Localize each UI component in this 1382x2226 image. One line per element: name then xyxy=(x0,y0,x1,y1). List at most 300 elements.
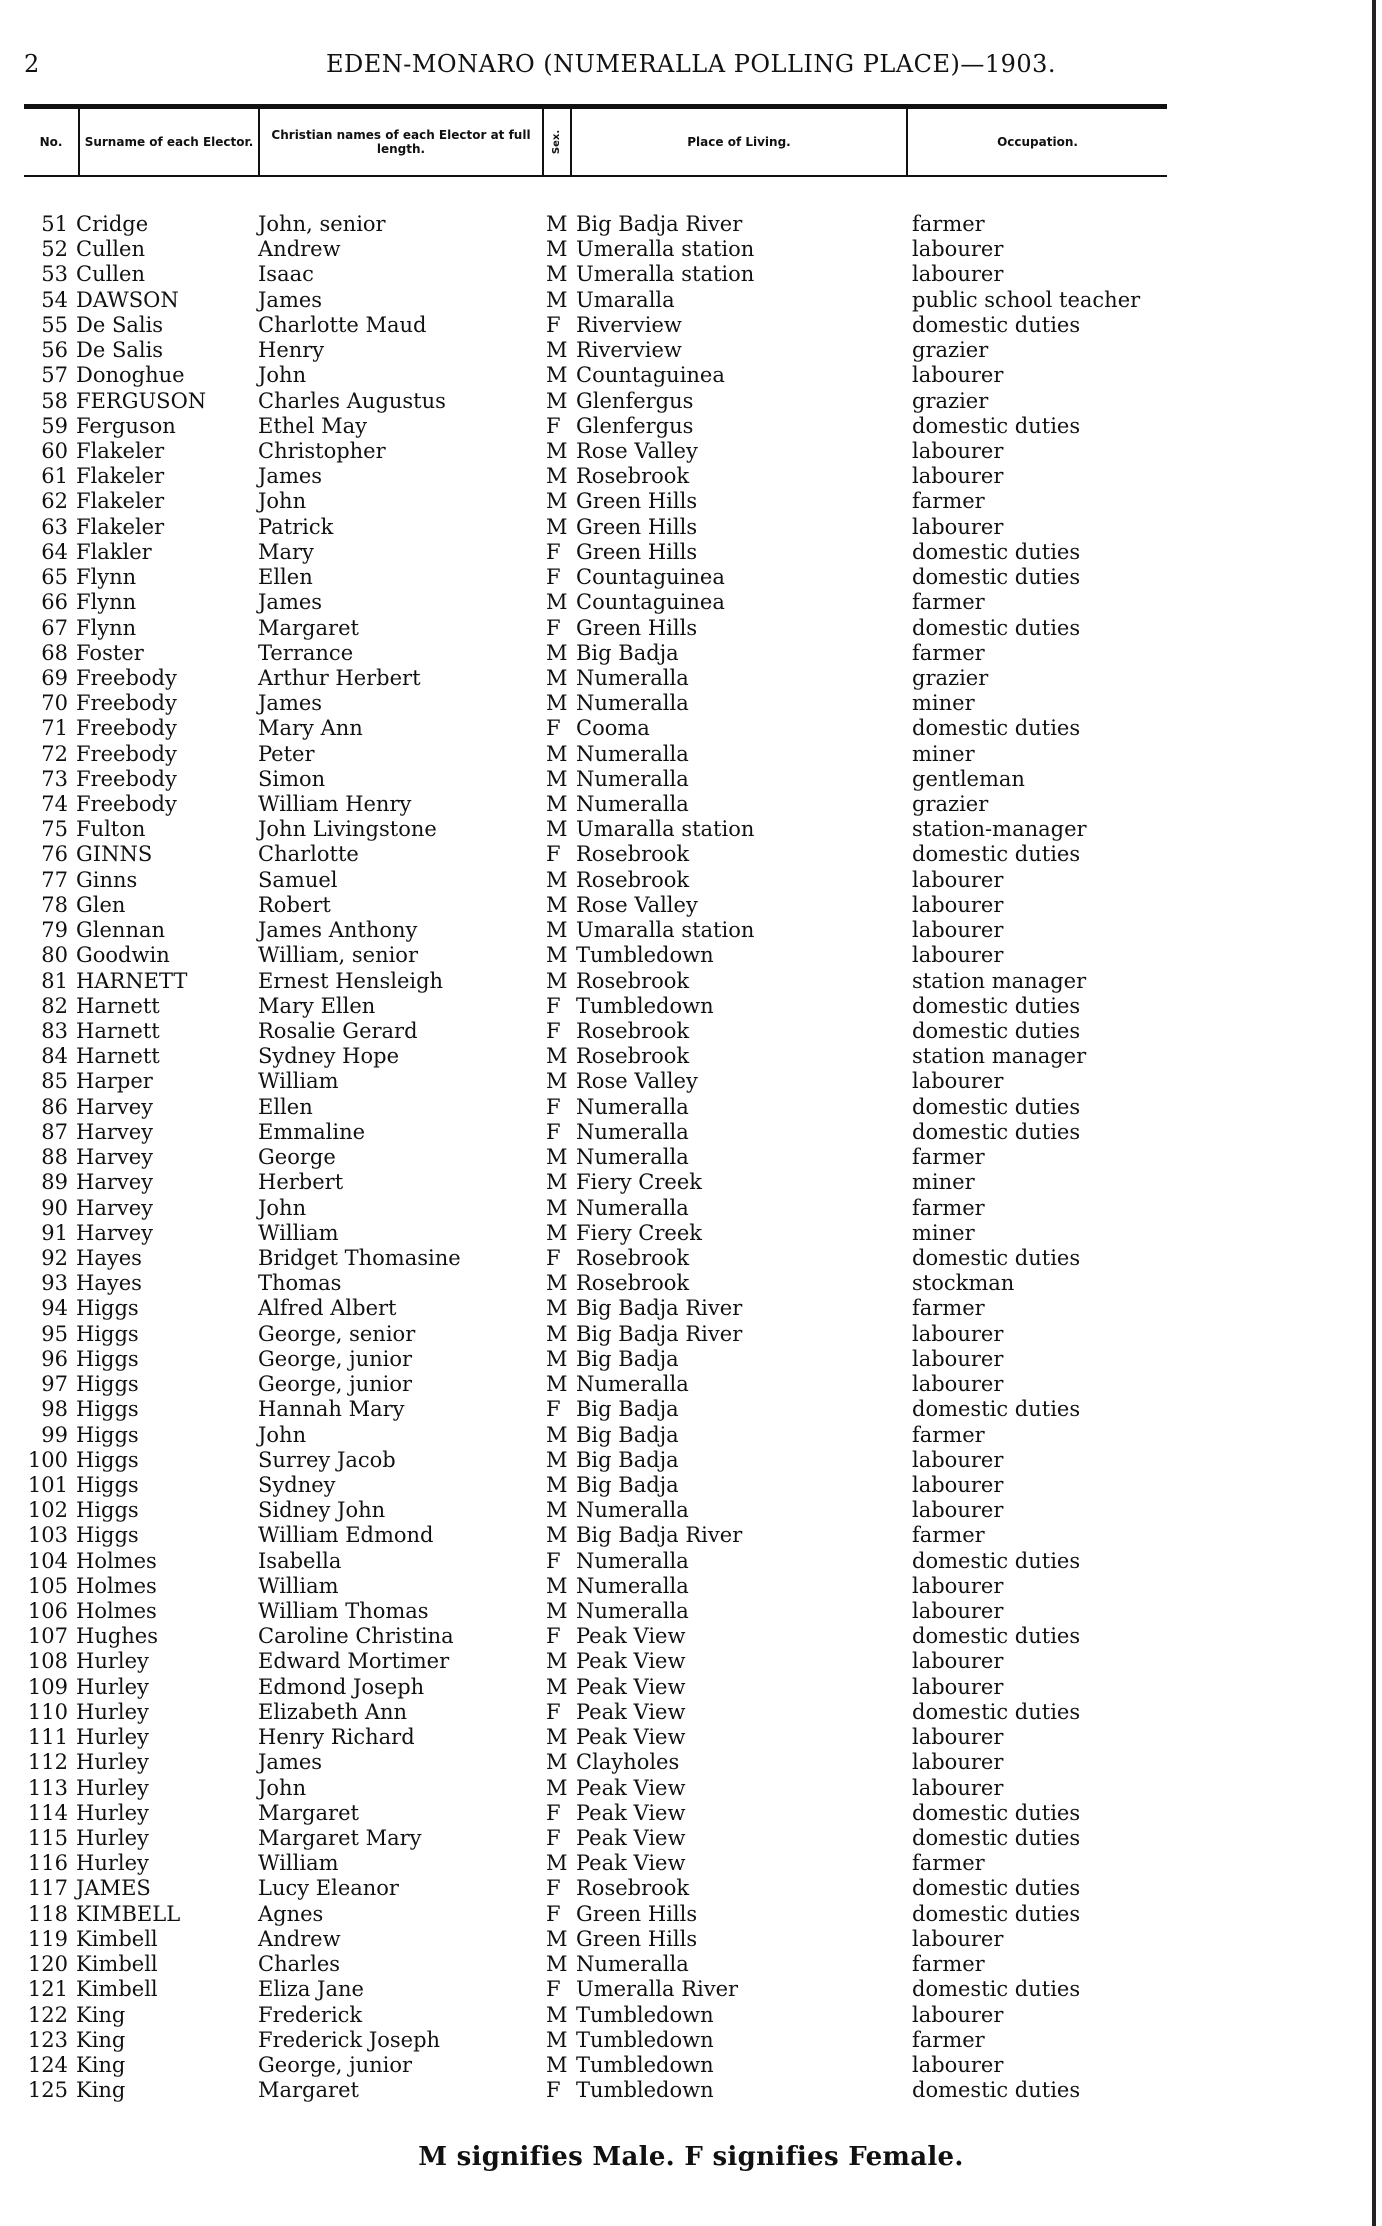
cell-surname: Hurley xyxy=(76,1699,149,1724)
cell-christian-names: George, junior xyxy=(258,1372,413,1397)
cell-surname: Glen xyxy=(76,892,126,917)
cell-christian-names: James xyxy=(258,691,323,716)
cell-no: 116 xyxy=(27,1851,68,1876)
cell-sex: M xyxy=(546,489,568,514)
cell-occupation: labourer xyxy=(912,2052,1004,2077)
table-row xyxy=(24,1624,1167,1649)
cell-surname: King xyxy=(76,2002,126,2027)
cell-surname: Higgs xyxy=(76,1447,139,1472)
cell-place: Numeralla xyxy=(576,1094,689,1119)
cell-sex: M xyxy=(546,262,568,287)
cell-christian-names: William xyxy=(258,1573,339,1598)
cell-occupation: farmer xyxy=(912,1851,985,1876)
table-row xyxy=(24,212,1167,237)
cell-christian-names: George, junior xyxy=(258,1346,413,1371)
cell-surname: Higgs xyxy=(76,1523,139,1548)
cell-place: Big Badja xyxy=(576,1422,679,1447)
table-row xyxy=(24,1599,1167,1624)
cell-no: 69 xyxy=(41,665,68,690)
cell-surname: Higgs xyxy=(76,1321,139,1346)
cell-sex: M xyxy=(546,1447,568,1472)
cell-place: Numeralla xyxy=(576,1498,689,1523)
cell-no: 107 xyxy=(27,1624,68,1649)
cell-surname: Flynn xyxy=(76,565,137,590)
cell-surname: Higgs xyxy=(76,1422,139,1447)
cell-sex: M xyxy=(546,212,568,236)
cell-christian-names: Samuel xyxy=(258,867,338,892)
cell-place: Green Hills xyxy=(576,615,698,640)
cell-no: 73 xyxy=(41,766,68,791)
cell-sex: M xyxy=(546,691,568,716)
cell-no: 120 xyxy=(27,1952,68,1977)
cell-sex: F xyxy=(546,2078,561,2103)
cell-no: 97 xyxy=(41,1372,68,1397)
table-row xyxy=(24,1549,1167,1574)
cell-place: Rosebrook xyxy=(576,842,690,867)
cell-place: Numeralla xyxy=(576,691,689,716)
cell-no: 66 xyxy=(41,590,68,615)
cell-no: 81 xyxy=(41,968,68,993)
cell-christian-names: Terrance xyxy=(258,640,354,665)
cell-sex: M xyxy=(546,2002,568,2027)
cell-place: Big Badja xyxy=(576,1472,679,1497)
cell-surname: Fulton xyxy=(76,817,146,842)
table-row xyxy=(24,1801,1167,1826)
cell-no: 95 xyxy=(41,1321,68,1346)
cell-no: 74 xyxy=(41,792,68,817)
cell-christian-names: William Henry xyxy=(258,792,412,817)
table-row xyxy=(24,489,1167,514)
cell-christian-names: George xyxy=(258,1145,336,1170)
table-row xyxy=(24,2053,1167,2078)
cell-occupation: domestic duties xyxy=(912,565,1081,590)
cell-occupation: labourer xyxy=(912,867,1004,892)
cell-sex: M xyxy=(546,237,568,262)
cell-no: 108 xyxy=(27,1649,68,1674)
cell-occupation: domestic duties xyxy=(912,1119,1081,1144)
cell-occupation: farmer xyxy=(912,1952,985,1977)
cell-no: 64 xyxy=(41,539,68,564)
cell-christian-names: Herbert xyxy=(258,1170,344,1195)
cell-christian-names: Charles xyxy=(258,1952,341,1977)
cell-no: 112 xyxy=(27,1750,68,1775)
table-row xyxy=(24,1397,1167,1422)
cell-surname: Harnett xyxy=(76,1044,160,1069)
cell-occupation: labourer xyxy=(912,1321,1004,1346)
cell-surname: Harvey xyxy=(76,1195,154,1220)
cell-place: Rose Valley xyxy=(576,438,698,463)
table-row xyxy=(24,464,1167,489)
cell-place: Green Hills xyxy=(576,1926,698,1951)
cell-place: Green Hills xyxy=(576,489,698,514)
cell-place: Tumbledown xyxy=(576,2052,714,2077)
cell-place: Big Badja xyxy=(576,1346,679,1371)
elector-table xyxy=(24,212,1167,2103)
cell-no: 54 xyxy=(41,287,68,312)
cell-place: Numeralla xyxy=(576,1372,689,1397)
cell-surname: GINNS xyxy=(76,842,153,867)
cell-surname: Freebody xyxy=(76,741,177,766)
cell-surname: De Salis xyxy=(76,338,164,363)
cell-sex: M xyxy=(546,1170,568,1195)
table-row xyxy=(24,1372,1167,1397)
cell-place: Rosebrook xyxy=(576,1876,690,1901)
cell-surname: Higgs xyxy=(76,1397,139,1422)
cell-occupation: labourer xyxy=(912,1775,1004,1800)
cell-no: 122 xyxy=(27,2002,68,2027)
cell-no: 105 xyxy=(27,1573,68,1598)
cell-sex: M xyxy=(546,892,568,917)
cell-no: 62 xyxy=(41,489,68,514)
cell-christian-names: William Edmond xyxy=(258,1523,434,1548)
cell-place: Fiery Creek xyxy=(576,1220,702,1245)
cell-occupation: labourer xyxy=(912,1926,1004,1951)
table-row xyxy=(24,590,1167,615)
cell-occupation: labourer xyxy=(912,1573,1004,1598)
table-row xyxy=(24,565,1167,590)
cell-occupation: miner xyxy=(912,1170,975,1195)
cell-no: 114 xyxy=(27,1800,68,1825)
cell-place: Umeralla station xyxy=(576,262,755,287)
cell-sex: F xyxy=(546,1119,561,1144)
cell-christian-names: Caroline Christina xyxy=(258,1624,454,1649)
cell-sex: F xyxy=(546,1548,561,1573)
cell-occupation: domestic duties xyxy=(912,312,1081,337)
cell-no: 123 xyxy=(27,2027,68,2052)
cell-surname: Harper xyxy=(76,1069,153,1094)
cell-christian-names: Christopher xyxy=(258,438,386,463)
cell-occupation: farmer xyxy=(912,590,985,615)
cell-place: Big Badja River xyxy=(576,1523,743,1548)
cell-occupation: miner xyxy=(912,691,975,716)
cell-surname: Foster xyxy=(76,640,144,665)
cell-christian-names: Henry Richard xyxy=(258,1725,415,1750)
cell-no: 53 xyxy=(41,262,68,287)
cell-place: Riverview xyxy=(576,312,682,337)
table-row xyxy=(24,1423,1167,1448)
table-row xyxy=(24,1322,1167,1347)
cell-no: 57 xyxy=(41,363,68,388)
cell-sex: M xyxy=(546,388,568,413)
cell-surname: Flakeler xyxy=(76,438,165,463)
cell-surname: Holmes xyxy=(76,1573,157,1598)
cell-no: 92 xyxy=(41,1245,68,1270)
cell-place: Numeralla xyxy=(576,1952,689,1977)
cell-christian-names: Mary xyxy=(258,539,314,564)
table-row xyxy=(24,338,1167,363)
table-row xyxy=(24,237,1167,262)
cell-no: 60 xyxy=(41,438,68,463)
cell-christian-names: Hannah Mary xyxy=(258,1397,405,1422)
cell-christian-names: Emmaline xyxy=(258,1119,366,1144)
cell-no: 109 xyxy=(27,1674,68,1699)
cell-place: Peak View xyxy=(576,1800,686,1825)
cell-occupation: station manager xyxy=(912,968,1087,993)
table-row xyxy=(24,2028,1167,2053)
cell-occupation: domestic duties xyxy=(912,1800,1081,1825)
cell-occupation: labourer xyxy=(912,1346,1004,1371)
cell-place: Countaguinea xyxy=(576,565,725,590)
cell-christian-names: Elizabeth Ann xyxy=(258,1699,408,1724)
table-row xyxy=(24,1347,1167,1372)
cell-surname: King xyxy=(76,2027,126,2052)
cell-no: 89 xyxy=(41,1170,68,1195)
cell-sex: M xyxy=(546,1296,568,1321)
cell-christian-names: William, senior xyxy=(258,943,418,968)
cell-sex: M xyxy=(546,1725,568,1750)
cell-occupation: farmer xyxy=(912,1145,985,1170)
cell-sex: M xyxy=(546,1220,568,1245)
cell-christian-names: Lucy Eleanor xyxy=(258,1876,399,1901)
column-header-no: No. xyxy=(24,109,80,175)
cell-christian-names: Peter xyxy=(258,741,315,766)
cell-sex: M xyxy=(546,2052,568,2077)
cell-occupation: grazier xyxy=(912,388,989,413)
cell-surname: Glennan xyxy=(76,918,166,943)
column-header-sex xyxy=(544,109,572,175)
cell-surname: King xyxy=(76,2052,126,2077)
cell-sex: M xyxy=(546,792,568,817)
table-row xyxy=(24,288,1167,313)
cell-sex: M xyxy=(546,1145,568,1170)
cell-christian-names: Frederick xyxy=(258,2002,363,2027)
column-header-surname: Surname of each Elector. xyxy=(80,109,260,175)
cell-christian-names: John Livingstone xyxy=(258,817,437,842)
cell-sex: F xyxy=(546,1876,561,1901)
cell-surname: Goodwin xyxy=(76,943,170,968)
column-header-occupation: Occupation. xyxy=(997,135,1078,149)
cell-no: 56 xyxy=(41,338,68,363)
cell-no: 103 xyxy=(27,1523,68,1548)
cell-surname: Flynn xyxy=(76,615,137,640)
cell-sex: M xyxy=(546,867,568,892)
cell-place: Numeralla xyxy=(576,1195,689,1220)
cell-occupation: miner xyxy=(912,1220,975,1245)
table-row xyxy=(24,666,1167,691)
cell-surname: Holmes xyxy=(76,1599,157,1624)
cell-surname: Higgs xyxy=(76,1372,139,1397)
cell-place: Green Hills xyxy=(576,514,698,539)
cell-surname: Flynn xyxy=(76,590,137,615)
cell-no: 55 xyxy=(41,312,68,337)
cell-christian-names: William xyxy=(258,1220,339,1245)
table-row xyxy=(24,1523,1167,1548)
cell-surname: Hurley xyxy=(76,1725,149,1750)
cell-place: Numeralla xyxy=(576,1573,689,1598)
cell-occupation: labourer xyxy=(912,1599,1004,1624)
cell-christian-names: Edward Mortimer xyxy=(258,1649,450,1674)
table-row xyxy=(24,767,1167,792)
cell-place: Rosebrook xyxy=(576,1271,690,1296)
cell-sex: F xyxy=(546,1624,561,1649)
cell-no: 70 xyxy=(41,691,68,716)
cell-sex: F xyxy=(546,1245,561,1270)
cell-place: Numeralla xyxy=(576,1548,689,1573)
cell-sex: F xyxy=(546,1977,561,2002)
cell-place: Glenfergus xyxy=(576,388,694,413)
cell-no: 104 xyxy=(27,1548,68,1573)
cell-christian-names: Thomas xyxy=(258,1271,342,1296)
cell-place: Glenfergus xyxy=(576,413,694,438)
cell-no: 72 xyxy=(41,741,68,766)
cell-place: Green Hills xyxy=(576,1901,698,1926)
cell-sex: M xyxy=(546,1851,568,1876)
cell-occupation: labourer xyxy=(912,514,1004,539)
cell-place: Cooma xyxy=(576,716,650,741)
cell-surname: Harnett xyxy=(76,993,160,1018)
table-row xyxy=(24,792,1167,817)
cell-occupation: domestic duties xyxy=(912,1397,1081,1422)
table-row xyxy=(24,918,1167,943)
cell-place: Numeralla xyxy=(576,1119,689,1144)
column-header-row xyxy=(24,109,1167,177)
cell-surname: Flakeler xyxy=(76,514,165,539)
cell-surname: Hurley xyxy=(76,1649,149,1674)
cell-no: 125 xyxy=(27,2078,68,2103)
cell-christian-names: Edmond Joseph xyxy=(258,1674,425,1699)
table-row xyxy=(24,716,1167,741)
cell-sex: F xyxy=(546,615,561,640)
table-row xyxy=(24,994,1167,1019)
cell-occupation: farmer xyxy=(912,1296,985,1321)
cell-occupation: station manager xyxy=(912,1044,1087,1069)
table-row xyxy=(24,1700,1167,1725)
cell-surname: DAWSON xyxy=(76,287,179,312)
cell-christian-names: Ernest Hensleigh xyxy=(258,968,444,993)
cell-surname: Freebody xyxy=(76,665,177,690)
cell-christian-names: John xyxy=(258,363,307,388)
cell-occupation: labourer xyxy=(912,464,1004,489)
cell-christian-names: William Thomas xyxy=(258,1599,429,1624)
cell-occupation: domestic duties xyxy=(912,1901,1081,1926)
cell-place: Umeralla River xyxy=(576,1977,739,2002)
cell-occupation: domestic duties xyxy=(912,993,1081,1018)
cell-place: Countaguinea xyxy=(576,363,725,388)
cell-sex: F xyxy=(546,716,561,741)
cell-place: Peak View xyxy=(576,1699,686,1724)
cell-sex: F xyxy=(546,842,561,867)
cell-no: 117 xyxy=(27,1876,68,1901)
cell-place: Rosebrook xyxy=(576,968,690,993)
cell-occupation: domestic duties xyxy=(912,413,1081,438)
cell-occupation: domestic duties xyxy=(912,1245,1081,1270)
cell-no: 79 xyxy=(41,918,68,943)
cell-christian-names: Margaret xyxy=(258,1800,359,1825)
cell-place: Umeralla station xyxy=(576,237,755,262)
cell-no: 98 xyxy=(41,1397,68,1422)
cell-no: 124 xyxy=(27,2052,68,2077)
cell-occupation: grazier xyxy=(912,665,989,690)
cell-sex: F xyxy=(546,1826,561,1850)
cell-occupation: labourer xyxy=(912,943,1004,968)
cell-occupation: labourer xyxy=(912,1498,1004,1523)
cell-no: 118 xyxy=(27,1901,68,1926)
page-edge-shadow xyxy=(1372,0,1376,2226)
cell-occupation: station-manager xyxy=(912,817,1087,842)
cell-no: 93 xyxy=(41,1271,68,1296)
cell-surname: Hurley xyxy=(76,1800,149,1825)
cell-no: 67 xyxy=(41,615,68,640)
table-row xyxy=(24,262,1167,287)
cell-sex: F xyxy=(546,1699,561,1724)
table-row xyxy=(24,1271,1167,1296)
cell-occupation: domestic duties xyxy=(912,842,1081,867)
cell-occupation: farmer xyxy=(912,640,985,665)
cell-surname: Higgs xyxy=(76,1296,139,1321)
cell-sex: M xyxy=(546,1472,568,1497)
cell-occupation: grazier xyxy=(912,338,989,363)
cell-christian-names: Henry xyxy=(258,338,325,363)
cell-sex: M xyxy=(546,1321,568,1346)
table-row xyxy=(24,1044,1167,1069)
cell-surname: Flakeler xyxy=(76,464,165,489)
table-row xyxy=(24,1498,1167,1523)
table-row xyxy=(24,1120,1167,1145)
cell-christian-names: Rosalie Gerard xyxy=(258,1019,418,1043)
cell-sex: F xyxy=(546,312,561,337)
cell-sex: M xyxy=(546,1195,568,1220)
cell-occupation: labourer xyxy=(912,918,1004,943)
cell-no: 90 xyxy=(41,1195,68,1220)
table-row xyxy=(24,1927,1167,1952)
cell-place: Green Hills xyxy=(576,539,698,564)
table-row xyxy=(24,1725,1167,1750)
column-header-christian-names: Christian names of each Elector at full length. xyxy=(260,109,544,175)
table-row xyxy=(24,1902,1167,1927)
table-row xyxy=(24,439,1167,464)
cell-sex: M xyxy=(546,590,568,615)
cell-place: Tumbledown xyxy=(576,943,714,968)
cell-christian-names: Ellen xyxy=(258,1094,313,1119)
cell-sex: M xyxy=(546,1674,568,1699)
cell-surname: JAMES xyxy=(76,1876,151,1901)
cell-surname: Freebody xyxy=(76,691,177,716)
cell-place: Peak View xyxy=(576,1624,686,1649)
cell-occupation: farmer xyxy=(912,489,985,514)
cell-place: Rosebrook xyxy=(576,867,690,892)
cell-occupation: farmer xyxy=(912,1195,985,1220)
cell-surname: Hughes xyxy=(76,1624,159,1649)
column-header-place: Place of Living. xyxy=(572,109,908,175)
cell-occupation: labourer xyxy=(912,1725,1004,1750)
cell-christian-names: James xyxy=(258,464,323,489)
table-row xyxy=(24,1952,1167,1977)
table-row xyxy=(24,1196,1167,1221)
cell-no: 96 xyxy=(41,1346,68,1371)
cell-christian-names: James xyxy=(258,1750,323,1775)
cell-place: Tumbledown xyxy=(576,2002,714,2027)
cell-occupation: labourer xyxy=(912,1750,1004,1775)
cell-christian-names: Sydney xyxy=(258,1472,336,1497)
table-row xyxy=(24,2078,1167,2103)
cell-occupation: grazier xyxy=(912,792,989,817)
cell-surname: Cullen xyxy=(76,262,145,287)
table-row xyxy=(24,1019,1167,1044)
cell-place: Riverview xyxy=(576,338,682,363)
cell-no: 82 xyxy=(41,993,68,1018)
cell-sex: M xyxy=(546,640,568,665)
cell-surname: Cullen xyxy=(76,237,145,262)
cell-surname: Harvey xyxy=(76,1170,154,1195)
cell-christian-names: Charles Augustus xyxy=(258,388,446,413)
table-row xyxy=(24,313,1167,338)
cell-occupation: domestic duties xyxy=(912,1094,1081,1119)
cell-occupation: labourer xyxy=(912,1472,1004,1497)
cell-sex: M xyxy=(546,1775,568,1800)
cell-surname: Cridge xyxy=(76,212,149,236)
page-number: 2 xyxy=(24,50,40,78)
cell-occupation: labourer xyxy=(912,1372,1004,1397)
